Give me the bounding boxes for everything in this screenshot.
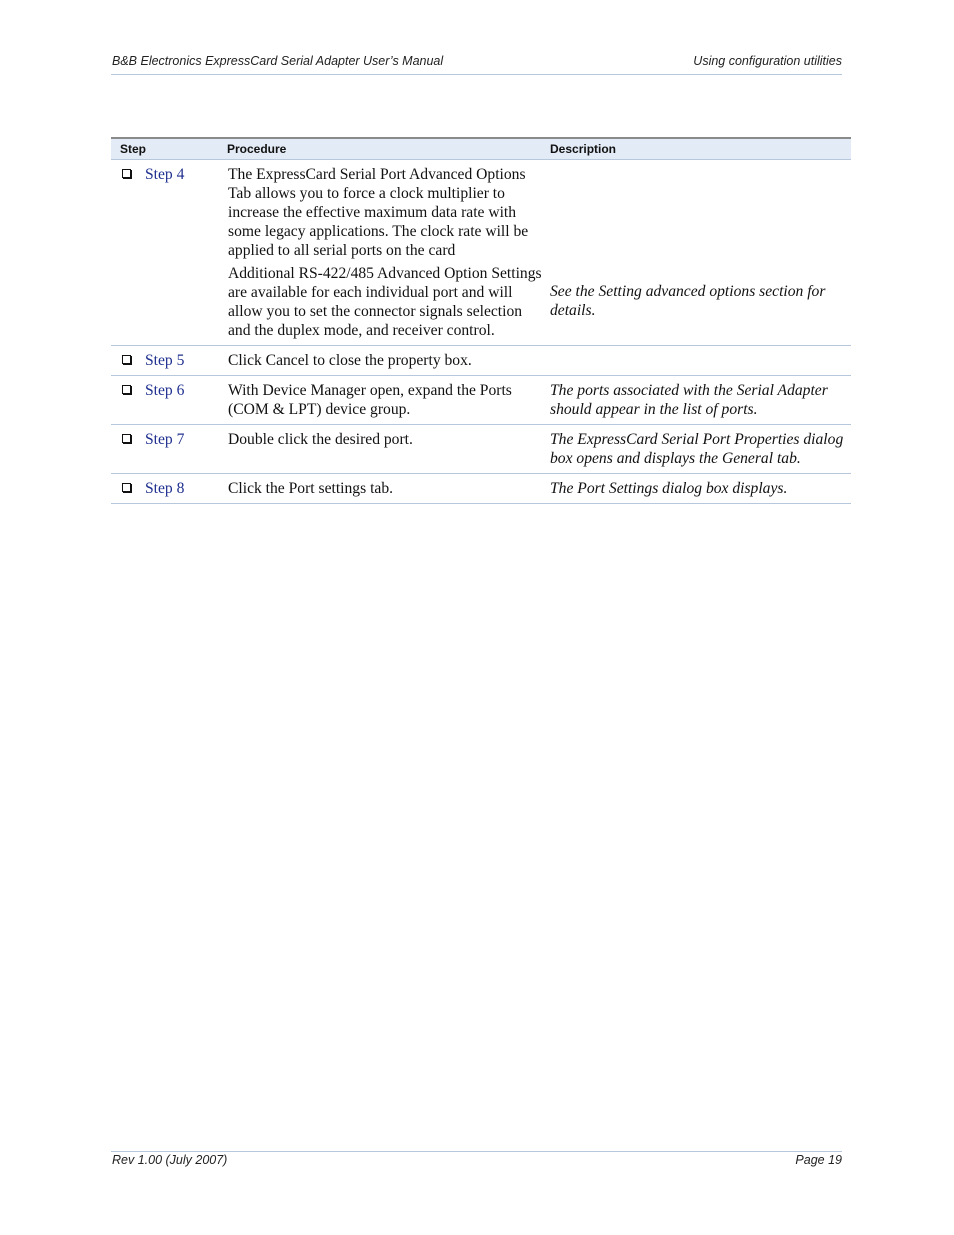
- header-section-title: Using configuration utilities: [693, 54, 842, 68]
- table-row: [111, 346, 851, 376]
- checkbox-icon[interactable]: [122, 169, 131, 178]
- procedure-text: Click the Port settings tab.: [227, 474, 550, 504]
- running-header: [111, 54, 842, 75]
- procedure-table: [111, 137, 851, 504]
- footer-revision: Rev 1.00 (July 2007): [112, 1153, 228, 1167]
- step-link[interactable]: Step 6: [145, 382, 185, 399]
- column-header-step: Step: [111, 138, 227, 160]
- table-header-row: [111, 138, 851, 160]
- header-manual-title: B&B Electronics ExpressCard Serial Adapter User’s Manual: [112, 54, 444, 68]
- table-row: [111, 376, 851, 425]
- checkbox-icon[interactable]: [122, 434, 131, 443]
- running-footer: [111, 1151, 842, 1182]
- checkbox-icon[interactable]: [122, 483, 131, 492]
- step-link[interactable]: Step 4: [145, 166, 185, 183]
- description-text: The Port Settings dialog box displays.: [550, 474, 851, 504]
- step-link[interactable]: Step 7: [145, 431, 185, 448]
- table-row: [111, 474, 851, 504]
- description-text: [550, 346, 851, 376]
- description-text: The ports associated with the Serial Adapter should appear in the list of ports.: [550, 376, 851, 425]
- checkbox-icon[interactable]: [122, 355, 131, 364]
- description-text: The ExpressCard Serial Port Properties dialog box opens and displays the General tab.: [550, 425, 851, 474]
- page-number: Page 19: [795, 1153, 842, 1167]
- column-header-procedure: Procedure: [227, 138, 550, 160]
- checkbox-icon[interactable]: [122, 385, 131, 394]
- step-link[interactable]: Step 5: [145, 352, 185, 369]
- column-header-description: Description: [550, 138, 851, 160]
- description-text: See the Setting advanced options section for details.: [550, 160, 851, 346]
- step-link[interactable]: Step 8: [145, 480, 185, 497]
- procedure-text-secondary: Additional RS-422/485 Advanced Option Settings are available for each individual port and will allow you to set the connector signals selection and the duplex mode, and receiver control.: [228, 265, 542, 339]
- table-row: [111, 425, 851, 474]
- procedure-text: With Device Manager open, expand the Ports (COM & LPT) device group.: [227, 376, 550, 425]
- table-row: [111, 160, 851, 346]
- procedure-text: Click Cancel to close the property box.: [227, 346, 550, 376]
- procedure-text: Double click the desired port.: [227, 425, 550, 474]
- procedure-text: The ExpressCard Serial Port Advanced Options Tab allows you to force a clock multiplier to increase the effective maximum data rate with some legacy applications. The clock rate will be applied to all serial ports on the card: [228, 166, 529, 259]
